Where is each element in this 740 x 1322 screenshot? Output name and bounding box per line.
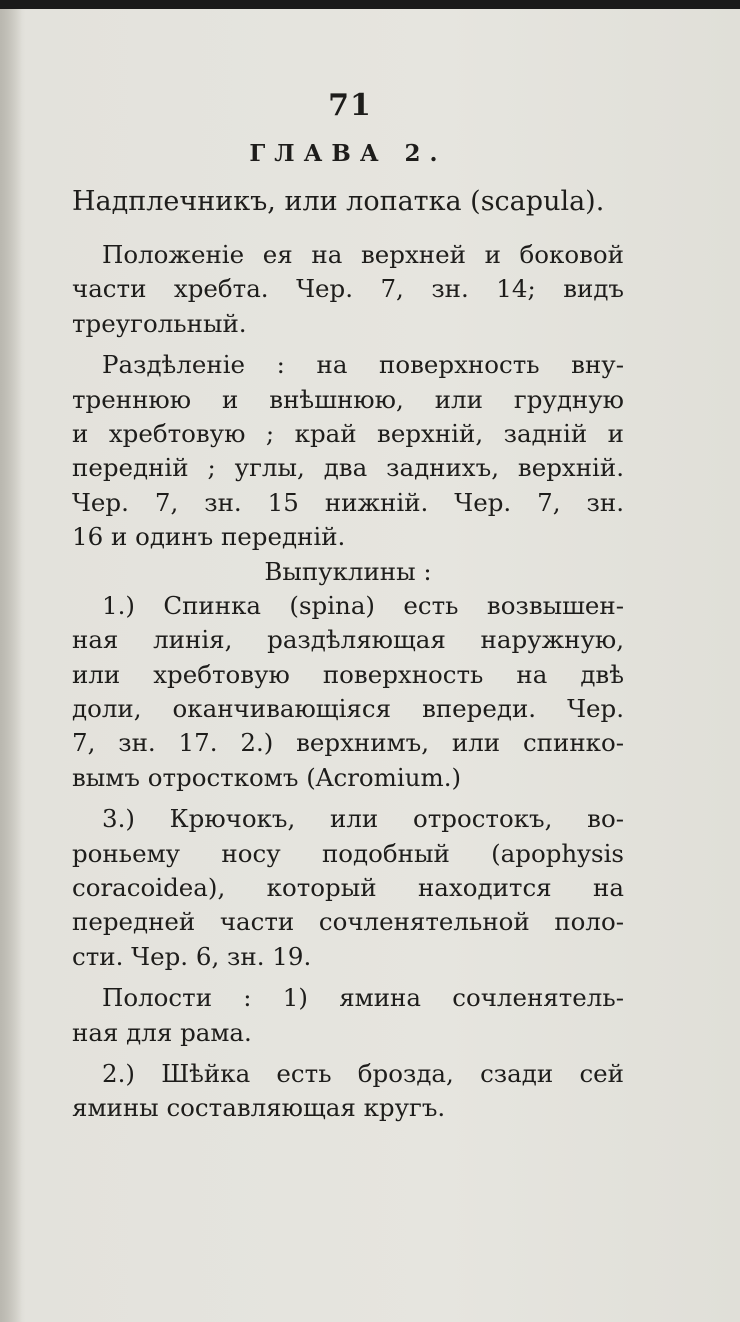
text-line: Полости : 1) ямина сочленятель- <box>102 983 624 1013</box>
text-line: или хребтовую поверхность на двѣ <box>72 659 624 689</box>
text-line: треннюю и внѣшнюю, или грудную <box>72 384 624 414</box>
text-line: сти. Чер. 6, зн. 19. <box>72 941 312 971</box>
text-line: 2.) Шѣйка есть броздa, сзади сей <box>102 1058 624 1088</box>
text-line: передней части сочленятельной поло- <box>72 907 624 937</box>
text-line: Раздѣленіе : на поверхность вну- <box>102 350 624 380</box>
text-line: ная для рама. <box>72 1017 252 1047</box>
text-line: coracoidea), который находится на <box>72 873 624 903</box>
text-line: ямины составляющая кругъ. <box>72 1093 446 1123</box>
text-line: Положеніе ея на верхней и боковой <box>102 240 624 269</box>
text-line: и хребтовую ; край верхній, задній и <box>72 418 624 448</box>
text-line: 3.) Крючокъ, или отростокъ, во- <box>102 804 624 834</box>
text-line: 7, зн. 17. 2.) верхнимъ, или спинко- <box>72 728 624 758</box>
body-text <box>72 238 624 1126</box>
text-line: ная линія, раздѣляющая наружную, <box>72 625 624 655</box>
text-line: треугольный. <box>72 308 247 338</box>
subheading-line: Выпуклины : <box>264 556 432 586</box>
page-top-edge <box>0 0 740 9</box>
text-line: 1.) Спинка (spina) есть возвышен- <box>102 590 624 620</box>
section-title: Надплечникъ, или лопатка (scapula). <box>72 186 605 217</box>
text-line: 16 и одинъ передній. <box>72 522 346 552</box>
binding-shadow <box>0 9 22 1322</box>
text-line: передній ; углы, два заднихъ, верхній. <box>72 453 624 483</box>
text-line: вымъ отросткомъ (Acromium.) <box>72 762 462 792</box>
text-line: роньему носу подобный (apophysis <box>72 838 624 868</box>
text-line: части хребта. Чер. 7, зн. 14; видъ <box>72 274 624 304</box>
chapter-heading: ГЛАВА 2. <box>249 140 447 167</box>
page-number: 71 <box>328 88 372 123</box>
text-line: доли, оканчивающіяся впереди. Чер. <box>72 694 624 724</box>
text-line: Чер. 7, зн. 15 нижній. Чер. 7, зн. <box>72 487 624 517</box>
